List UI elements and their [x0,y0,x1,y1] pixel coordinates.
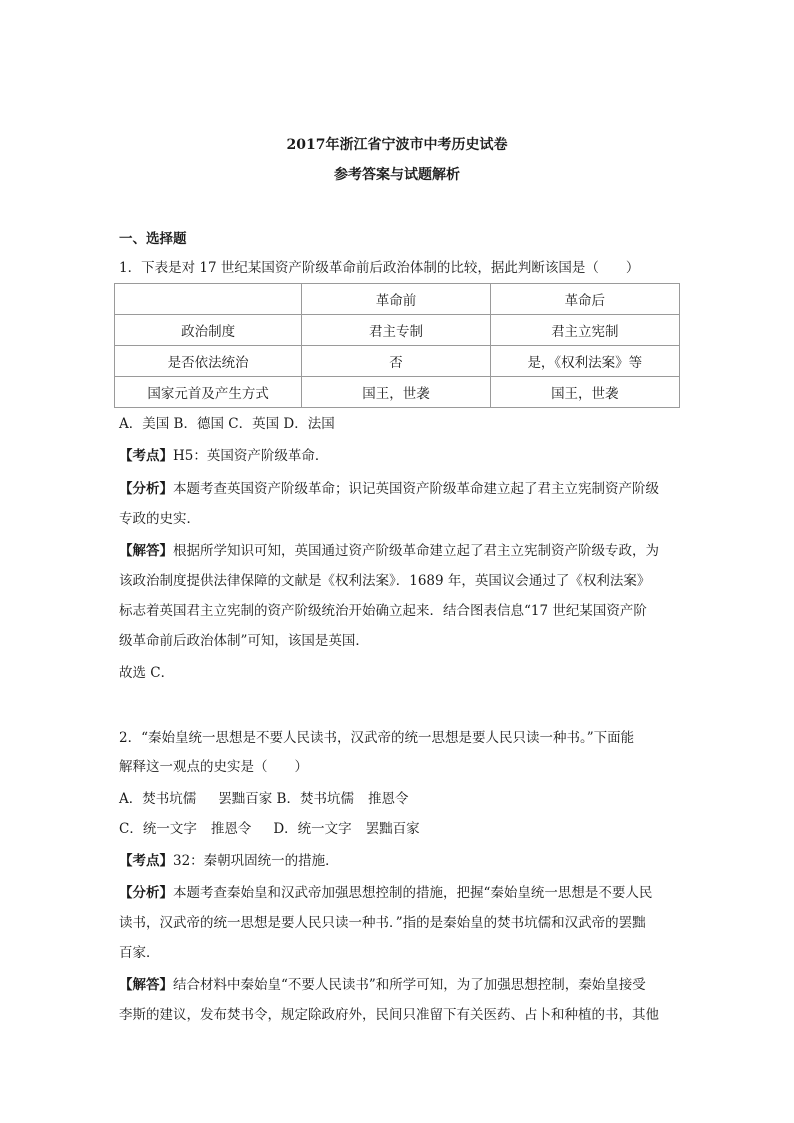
table-cell: 是否依法统治 [115,346,302,377]
q2-options-row [119,789,689,809]
document-title: 2017年浙江省宁波市中考历史试卷 [286,137,508,153]
jieda-label: 【解答】 [119,977,173,993]
fenxi-text: 本题考查秦始皇和汉武帝加强思想控制的措施，把握“秦始皇统一思想是不要人民 [173,885,653,901]
q1-conclusion: 故选 C． [119,665,175,681]
table-row [115,377,680,408]
q1-jieda-line: 级革命前后政治体制”可知，该国是英国． [119,633,369,649]
q1-jieda-line [119,541,689,561]
jieda-text: 结合材料中秦始皇“不要人民读书”和所学可知，为了加强思想控制，秦始皇接受 [173,977,646,993]
q2-options-row [119,819,689,839]
q2-fenxi-line [119,883,689,903]
q2-option-c-item: 推恩令 [210,821,252,837]
q1-options: A．美国 B．德国 C．英国 D．法国 [119,416,335,432]
fenxi-label: 【分析】 [119,481,173,497]
table-header-cell [115,284,302,315]
table-cell: 否 [302,346,490,377]
table-cell: 国家元首及产生方式 [115,377,302,408]
jieda-text: 根据所学知识可知，英国通过资产阶级革命建立起了君主立宪制资产阶级专政，为 [173,543,659,559]
table-header-cell: 革命后 [490,284,679,315]
q2-option-a-item: 罢黜百家 [218,791,273,807]
table-header-row [115,284,680,315]
q1-kaodian [119,446,689,466]
q2-option-b-item: 推恩令 [367,791,409,807]
q1-comparison-table [114,283,680,408]
table-row [115,346,680,377]
kaodian-text: 32：秦朝巩固统一的措施． [173,853,339,869]
q1-jieda-line: 该政治制度提供法律保障的文献是《权利法案》．1689 年，英国议会通过了《权利法案》 [119,573,651,589]
q2-fenxi-line: 读书，汉武帝的统一思想是要人民只读一种书．”指的是秦始皇的焚书坑儒和汉武帝的罢黜 [119,915,646,931]
fenxi-text: 本题考查英国资产阶级革命；识记英国资产阶级革命建立起了君主立宪制资产阶级 [173,481,659,497]
q2-stem-line: 2．“秦始皇统一思想是不要人民读书，汉武帝的统一思想是要人民只读一种书。”下面能 [119,730,635,746]
kaodian-text: H5：英国资产阶级革命． [173,448,329,464]
document-subtitle: 参考答案与试题解析 [334,167,460,183]
q2-option-a-label: A．焚书坑儒 [119,791,197,807]
q1-fenxi-line: 专政的史实． [119,511,200,527]
q2-option-c-label: C．统一文字 [119,821,197,837]
q2-jieda-line [119,975,689,995]
q2-option-d-item: 罢黜百家 [365,821,420,837]
q2-kaodian [119,851,689,871]
q2-jieda-line: 李斯的建议，发布焚书令，规定除政府外，民间只准留下有关医药、占卜和种植的书，其他 [119,1007,659,1023]
q2-stem-line: 解释这一观点的史实是（ ） [119,759,308,775]
table-header-cell: 革命前 [302,284,490,315]
table-cell: 君主专制 [302,315,490,346]
section-heading: 一、选择题 [119,231,187,247]
q2-option-d-label: D．统一文字 [273,821,352,837]
table-cell: 君主立宪制 [490,315,679,346]
q2-fenxi-line: 百家． [119,945,160,961]
kaodian-label: 【考点】 [119,448,173,464]
table-cell: 国王，世袭 [302,377,490,408]
jieda-label: 【解答】 [119,543,173,559]
table-cell: 是，《权利法案》等 [490,346,679,377]
kaodian-label: 【考点】 [119,853,173,869]
table-cell: 政治制度 [115,315,302,346]
q1-jieda-line: 标志着英国君主立宪制的资产阶级统治开始确立起来．结合图表信息“17 世纪某国资产阶 [119,603,647,619]
table-cell: 国王，世袭 [490,377,679,408]
q1-fenxi-line [119,479,689,499]
q1-stem: 1．下表是对 17 世纪某国资产阶级革命前后政治体制的比较，据此判断该国是（ ） [119,260,640,276]
q2-option-b-label: B．焚书坑儒 [276,791,354,807]
fenxi-label: 【分析】 [119,885,173,901]
table-row [115,315,680,346]
